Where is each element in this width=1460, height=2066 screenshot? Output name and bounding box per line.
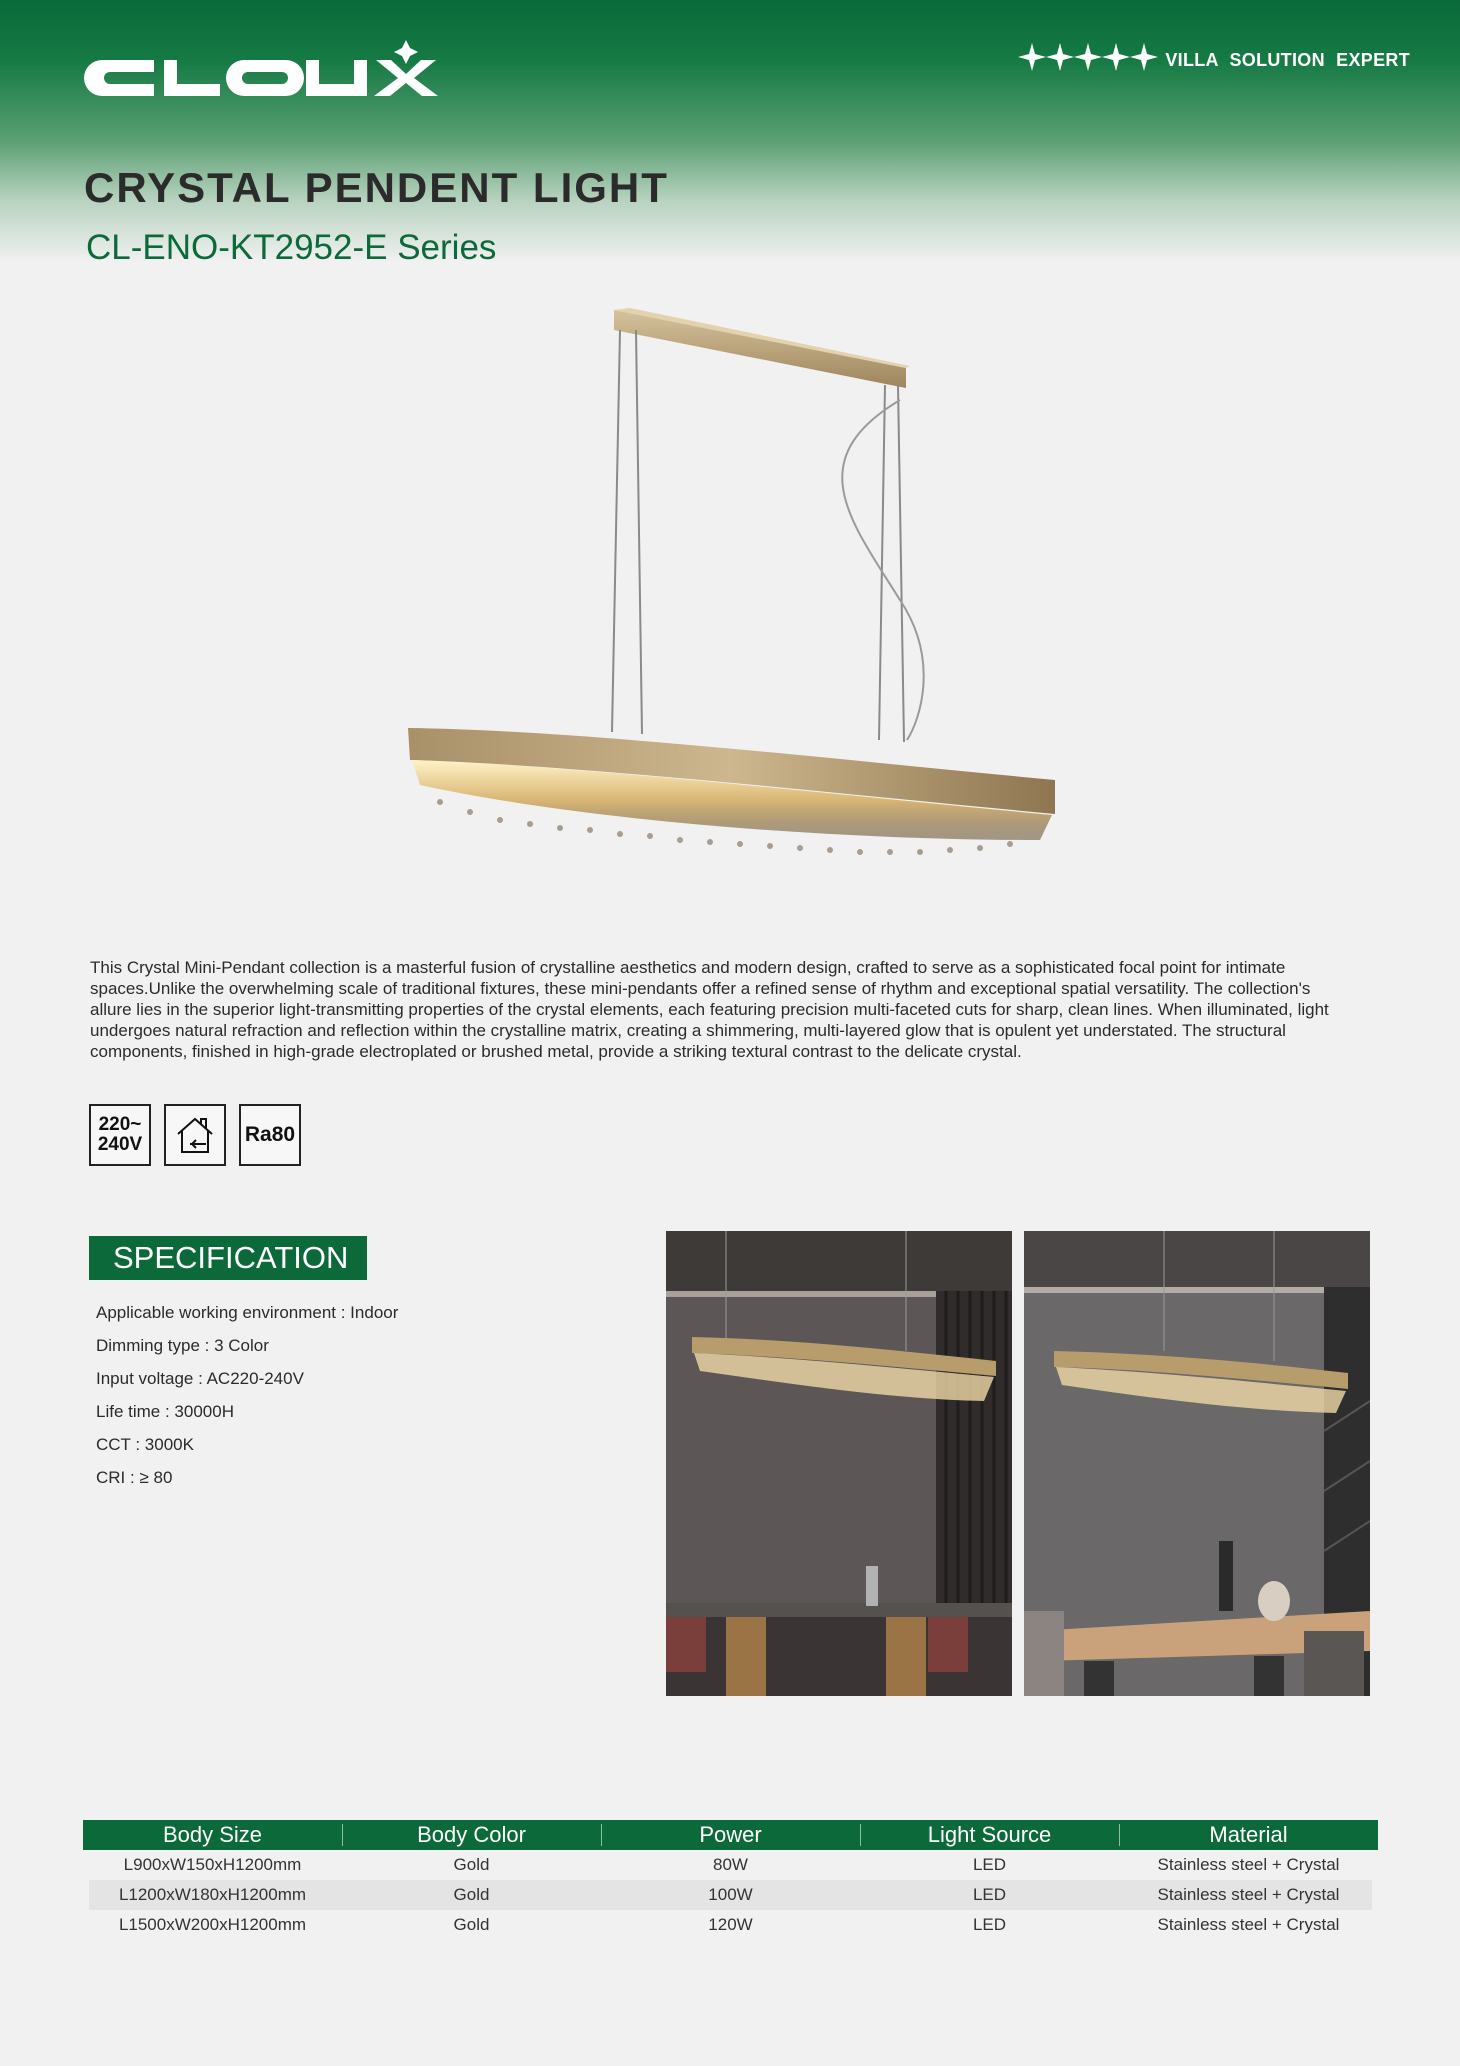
table-row	[83, 1880, 1378, 1910]
spec-item-voltage: Input voltage : AC220-240V	[96, 1369, 304, 1388]
rating-stars-icon	[1018, 40, 1160, 74]
specification-heading: SPECIFICATION	[89, 1236, 367, 1280]
spec-item-lifetime: Life time : 30000H	[96, 1402, 234, 1421]
table-header-row	[83, 1820, 1378, 1850]
indoor-house-icon	[164, 1104, 226, 1166]
table-row	[83, 1850, 1378, 1880]
col-header-body-size: Body Size	[83, 1820, 342, 1850]
specification-list	[96, 1302, 398, 1500]
pendant-light-image	[380, 300, 1080, 880]
page-title: CRYSTAL PENDENT LIGHT	[84, 164, 669, 211]
cell-power: 100W	[601, 1880, 860, 1910]
scene-photo-dining-1	[666, 1231, 1012, 1696]
cell-light-source: LED	[972, 1855, 1007, 1874]
spec-item-environment: Applicable working environment : Indoor	[96, 1303, 399, 1322]
cell-light-source: LED	[972, 1915, 1007, 1934]
table-row	[83, 1910, 1378, 1940]
cell-body-color: Gold	[453, 1915, 490, 1934]
cell-body-color: Gold	[453, 1855, 490, 1874]
col-header-body-color: Body Color	[342, 1820, 601, 1850]
col-header-power: Power	[601, 1820, 860, 1850]
cell-power: 120W	[708, 1915, 753, 1934]
spec-table	[83, 1820, 1378, 1940]
spec-item-cri: CRI : ≥ 80	[96, 1468, 173, 1487]
cell-body-size: L1500xW200xH1200mm	[118, 1915, 307, 1934]
cell-material: Stainless steel + Crystal	[1157, 1855, 1340, 1874]
spec-item-dimming: Dimming type : 3 Color	[96, 1336, 269, 1355]
cell-material: Stainless steel + Crystal	[1119, 1880, 1378, 1910]
col-header-light-source: Light Source	[860, 1820, 1119, 1850]
scene-photo-dining-2	[1024, 1231, 1370, 1696]
product-description: This Crystal Mini-Pendant collection is a masterful fusion of crystalline aesthetics and modern design, crafted to serve as a sophisticated focal point for intimate spaces.Unlike the overwhelming scale of traditional fixtures, these mini-pendants offer a refined sense of rhythm and exceptional spatial versatility. The collection's allure lies in the superior light-transmitting properties of the crystal elements, each featuring precision multi-faceted cuts for sharp, clean lines. When illuminated, light undergoes natural refraction and reflection within the crystalline matrix, creating a shimmering, multi-layered glow that is opulent yet understated. The structural components, finished in high-grade electroplated or brushed metal, provide a striking textural contrast to the delicate crystal.	[90, 958, 1329, 1061]
cell-power: 80W	[713, 1855, 748, 1874]
voltage-icon	[89, 1104, 151, 1166]
cell-material: Stainless steel + Crystal	[1157, 1915, 1340, 1934]
cell-light-source: LED	[860, 1880, 1119, 1910]
spec-item-cct: CCT : 3000K	[96, 1435, 194, 1454]
cell-body-size: L1200xW180xH1200mm	[83, 1880, 342, 1910]
brand-tagline: VILLA SOLUTION EXPERT	[1165, 50, 1410, 70]
cell-body-color: Gold	[342, 1880, 601, 1910]
voltage-line-2: 240V	[97, 1134, 143, 1155]
cell-body-size: L900xW150xH1200mm	[123, 1855, 302, 1874]
cloux-logo	[84, 38, 444, 108]
voltage-line-1: 220~	[98, 1114, 142, 1135]
cri-icon: Ra80	[239, 1104, 301, 1166]
product-series: CL-ENO-KT2952-E Series	[86, 228, 497, 267]
col-header-material: Material	[1119, 1820, 1378, 1850]
